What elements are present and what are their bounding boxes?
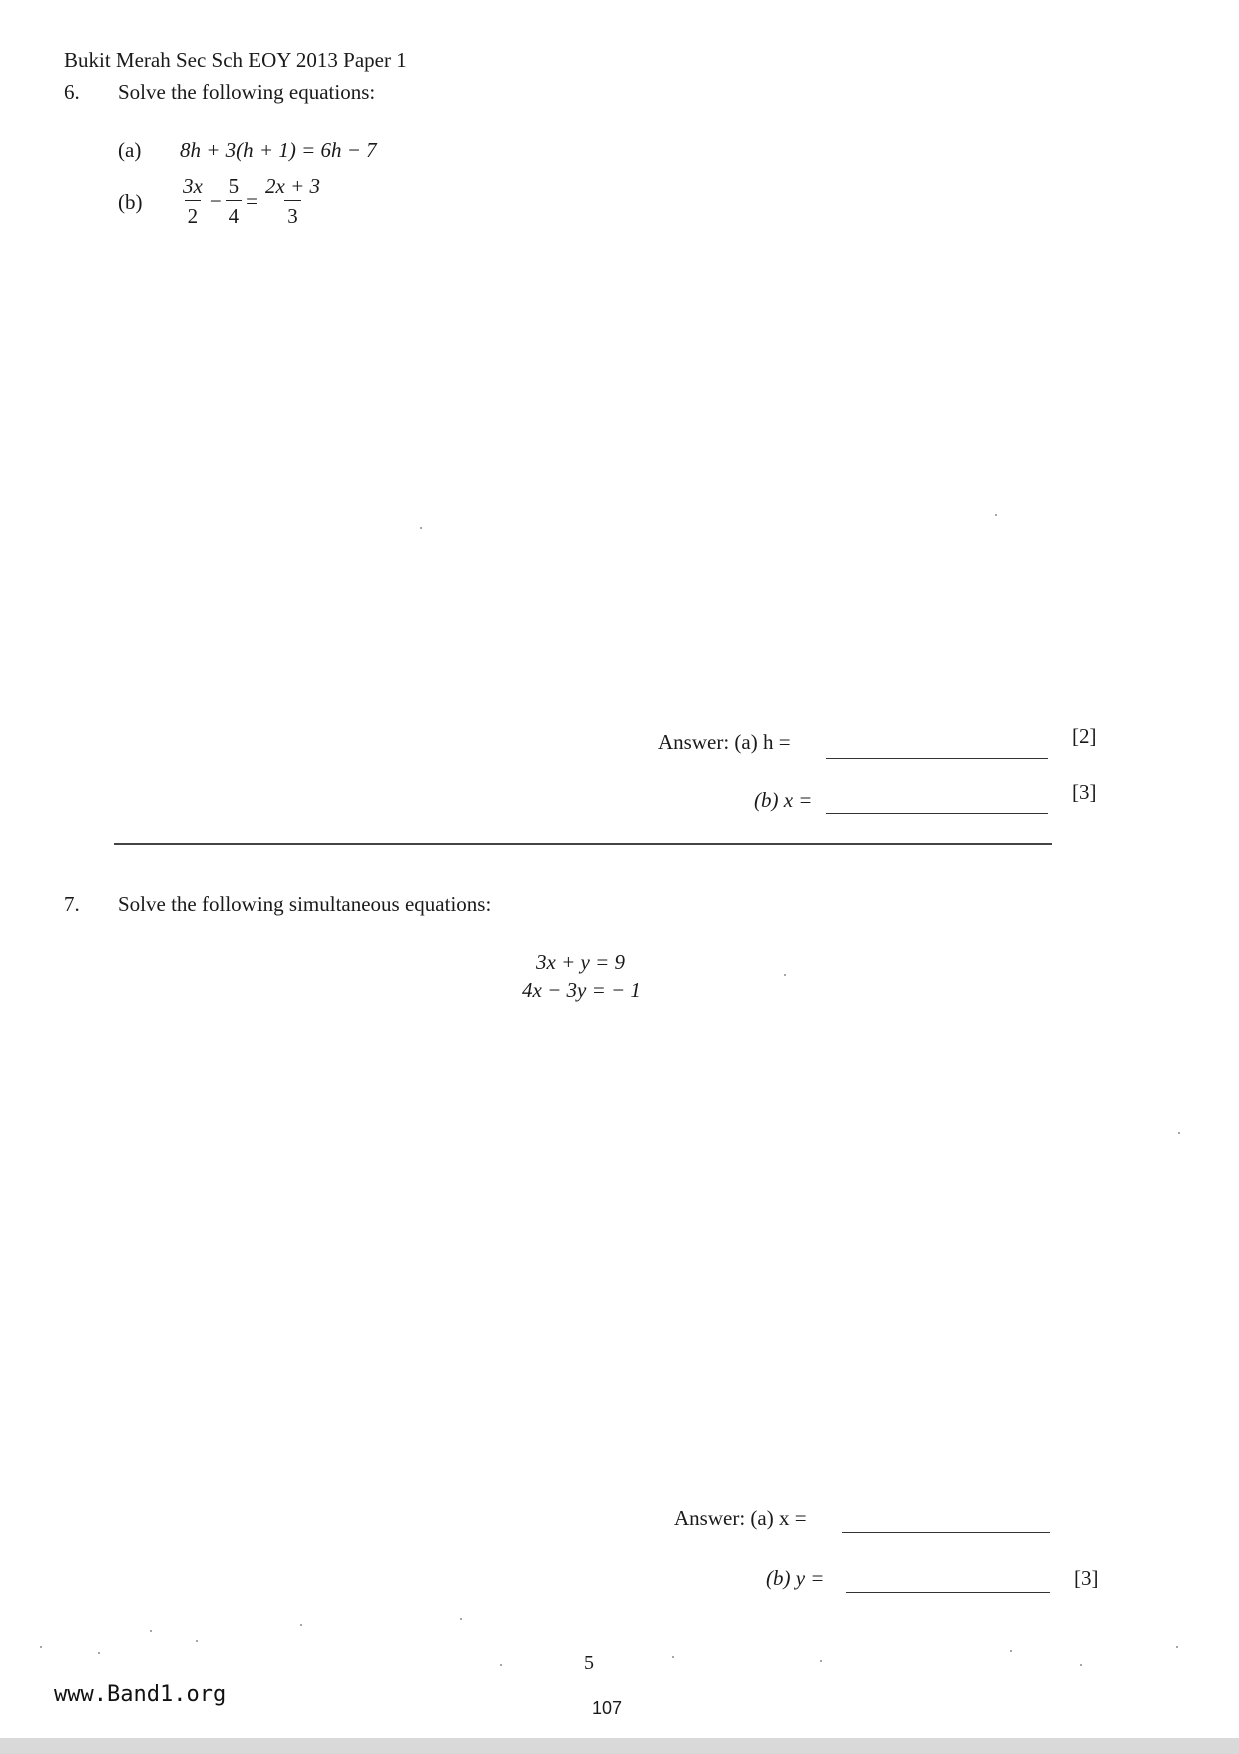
q6-answer-b-label: (b) x = (754, 788, 813, 812)
q7-answer-b-label: (b) y = (766, 1566, 825, 1590)
question-7-prompt: Solve the following simultaneous equations: (118, 892, 492, 916)
q7-answer-b-line[interactable] (846, 1592, 1050, 1593)
scan-speck (784, 974, 786, 976)
scan-speck (150, 1630, 152, 1632)
q6-answer-b-marks: [3] (1072, 780, 1097, 804)
q6-part-b-label: (b) (118, 190, 143, 214)
scan-speck (500, 1664, 502, 1666)
scan-speck (300, 1624, 302, 1626)
q7-equation-1: 3x + y = 9 (536, 950, 625, 974)
page-marker: 5 (584, 1652, 594, 1674)
section-divider (114, 843, 1052, 845)
scan-speck (1080, 1664, 1082, 1666)
q7-answer-marks: [3] (1074, 1566, 1099, 1590)
q6-part-a-equation: 8h + 3(h + 1) = 6h − 7 (180, 138, 377, 162)
fraction-5-over-4 (226, 176, 243, 227)
scan-speck (995, 514, 997, 516)
equals-sign: = (246, 189, 259, 213)
scan-speck (1176, 1646, 1178, 1648)
q6-answer-a-label: Answer: (a) h = (658, 730, 791, 754)
scan-speck (420, 527, 422, 529)
q6-part-a-label: (a) (118, 138, 142, 162)
q7-equation-2: 4x − 3y = − 1 (522, 978, 641, 1002)
scan-speck (672, 1656, 674, 1658)
q7-answer-a-label: Answer: (a) x = (674, 1506, 807, 1530)
fraction-3x-over-2 (180, 176, 206, 227)
q6-answer-b-line[interactable] (826, 813, 1048, 814)
scan-speck (196, 1640, 198, 1642)
question-6-number: 6. (64, 80, 80, 104)
minus-sign: − (209, 189, 222, 213)
footer-url[interactable]: www.Band1.org (54, 1682, 227, 1707)
fraction-2x-plus-3-over-3 (262, 176, 323, 227)
scan-speck (1010, 1650, 1012, 1652)
scan-speck (40, 1646, 42, 1648)
fraction-denominator: 4 (226, 200, 243, 227)
document-header: Bukit Merah Sec Sch EOY 2013 Paper 1 (64, 48, 407, 72)
question-6-prompt: Solve the following equations: (118, 80, 376, 104)
scan-speck (1178, 1132, 1180, 1134)
q7-answer-a-line[interactable] (842, 1532, 1050, 1533)
fraction-numerator: 2x + 3 (265, 174, 321, 198)
q6-answer-a-marks: [2] (1072, 724, 1097, 748)
fraction-numerator: 3x (183, 174, 203, 198)
scan-speck (820, 1660, 822, 1662)
scan-speck (460, 1618, 462, 1620)
question-7-number: 7. (64, 892, 80, 916)
q6-part-b-equation (180, 176, 323, 227)
scan-speck (98, 1652, 100, 1654)
fraction-numerator: 5 (228, 174, 240, 198)
q6-answer-a-line[interactable] (826, 758, 1048, 759)
fraction-denominator: 3 (284, 200, 301, 227)
scan-bottom-edge (0, 1738, 1239, 1754)
fraction-denominator: 2 (185, 200, 202, 227)
page-number: 107 (592, 1698, 623, 1718)
